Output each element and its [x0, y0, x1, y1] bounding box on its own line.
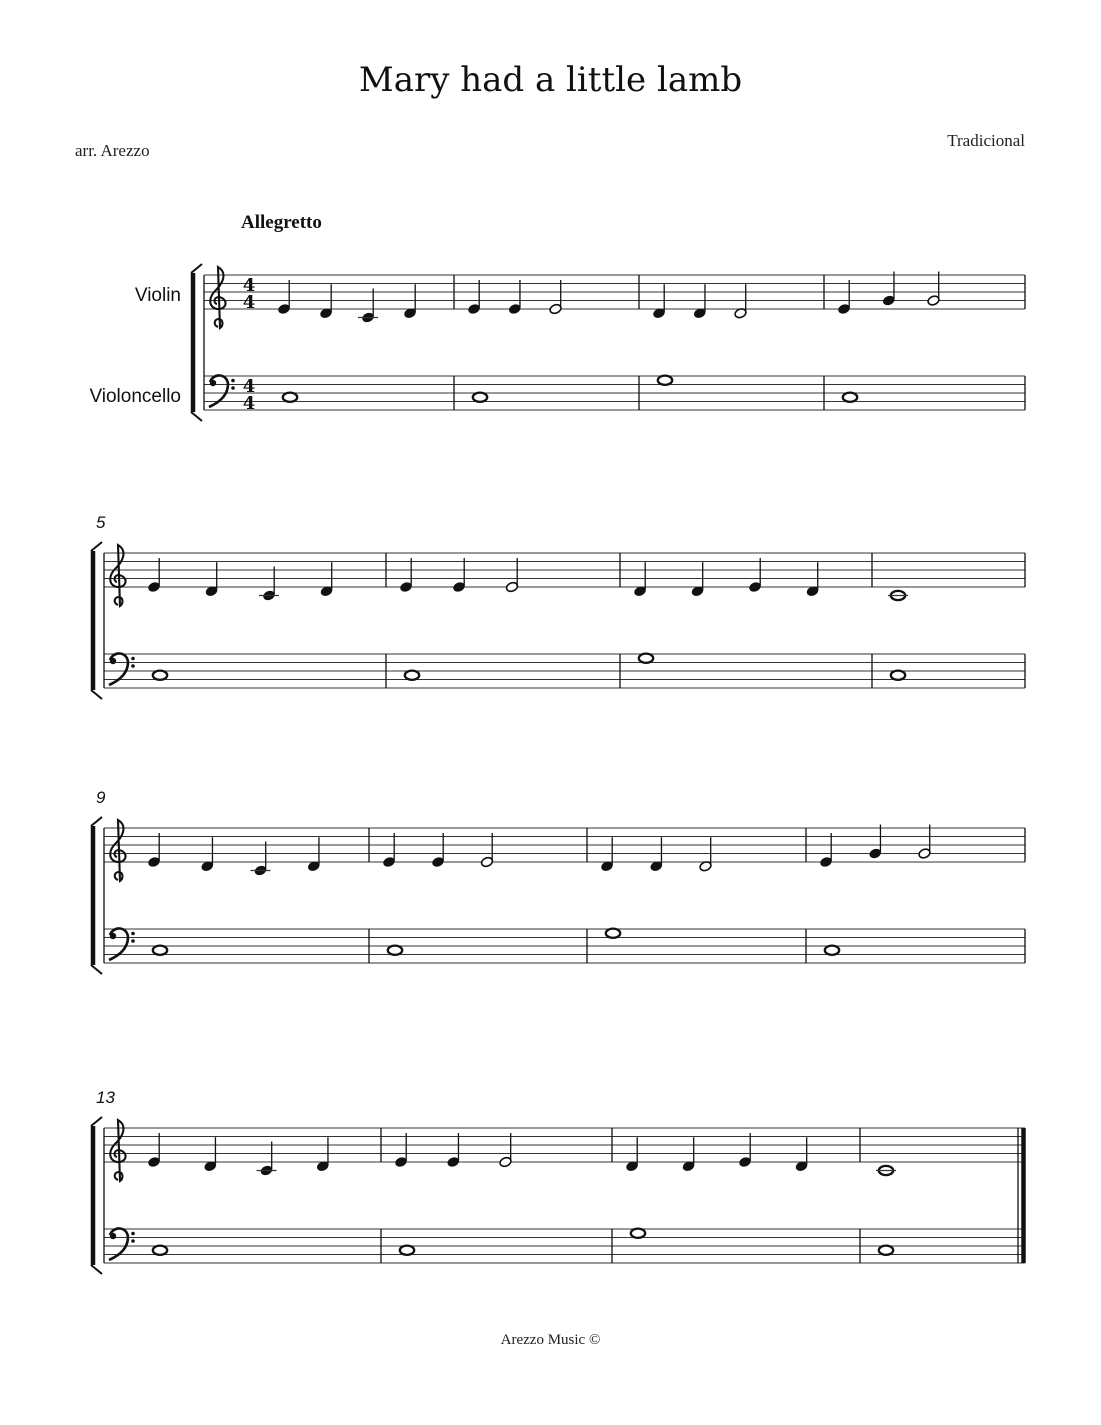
measure	[394, 1133, 512, 1255]
notehead-whole	[473, 393, 487, 402]
note	[399, 558, 412, 593]
notehead-whole	[631, 1229, 645, 1238]
note	[400, 1246, 414, 1255]
note	[650, 837, 663, 872]
bass-clef-icon	[109, 928, 135, 960]
time-sig-denominator: 4	[242, 393, 256, 414]
notehead-whole	[400, 1246, 414, 1255]
note	[876, 1166, 896, 1175]
measure	[876, 1166, 896, 1255]
note	[147, 833, 160, 868]
measure	[652, 284, 747, 385]
note	[633, 562, 646, 597]
violin-staff	[104, 828, 1025, 862]
note	[837, 280, 850, 315]
treble-clef-icon	[110, 1120, 125, 1181]
notehead-whole	[153, 671, 167, 680]
bass-clef-icon	[109, 1228, 135, 1260]
note	[699, 837, 712, 872]
note	[891, 671, 905, 680]
note	[631, 1229, 645, 1238]
treble-clef-icon	[110, 545, 125, 606]
time-signature	[243, 376, 256, 414]
system-bracket	[91, 542, 102, 699]
note	[473, 393, 487, 402]
note	[658, 376, 672, 385]
notehead-whole	[891, 671, 905, 680]
time-sig-denominator: 4	[242, 292, 256, 313]
note	[600, 837, 613, 872]
measure	[147, 1133, 329, 1255]
measure	[888, 591, 908, 680]
violin-staff	[204, 275, 1025, 309]
note	[691, 562, 704, 597]
note	[319, 284, 332, 319]
notehead-whole	[825, 946, 839, 955]
note	[843, 393, 857, 402]
note	[738, 1133, 751, 1168]
note	[606, 929, 620, 938]
bass-clef-icon	[209, 375, 235, 407]
note	[869, 825, 882, 860]
measure	[147, 833, 320, 955]
note	[283, 393, 297, 402]
note	[257, 1142, 277, 1177]
cello-staff	[104, 654, 1025, 688]
note	[918, 825, 931, 860]
note	[652, 284, 665, 319]
violin-staff	[104, 553, 1025, 587]
note	[505, 558, 518, 593]
cello-staff	[204, 376, 1025, 410]
note	[251, 842, 271, 877]
note	[431, 833, 444, 868]
note	[888, 591, 908, 600]
note	[734, 284, 747, 319]
note	[205, 562, 218, 597]
copyright-footer: Arezzo Music ©	[500, 1332, 601, 1348]
measure	[147, 558, 333, 680]
note	[147, 558, 160, 593]
system-bracket	[191, 264, 202, 421]
note	[277, 280, 290, 315]
note	[382, 833, 395, 868]
note	[358, 289, 378, 324]
note	[882, 272, 895, 307]
notehead-whole	[639, 654, 653, 663]
measure-number: 13	[96, 1088, 115, 1107]
measure	[819, 825, 931, 955]
note	[549, 280, 562, 315]
note	[405, 671, 419, 680]
note	[480, 833, 493, 868]
note	[452, 558, 465, 593]
treble-clef-icon	[210, 267, 225, 328]
note	[447, 1133, 460, 1168]
note	[153, 671, 167, 680]
notehead-whole	[658, 376, 672, 385]
measure	[382, 833, 493, 955]
system-bracket	[91, 1117, 102, 1274]
note	[639, 654, 653, 663]
tempo-marking: Allegretto	[241, 212, 322, 233]
note	[147, 1133, 160, 1168]
note	[403, 284, 416, 319]
note	[307, 837, 320, 872]
note	[204, 1137, 217, 1172]
measure	[277, 280, 416, 402]
note	[806, 562, 819, 597]
note	[795, 1137, 808, 1172]
note	[693, 284, 706, 319]
note	[625, 1137, 638, 1172]
measure-number: 5	[96, 513, 106, 532]
note	[508, 280, 521, 315]
notehead-whole	[153, 1246, 167, 1255]
notehead-whole	[606, 929, 620, 938]
note	[819, 833, 832, 868]
note	[394, 1133, 407, 1168]
arranger-credit: arr. Arezzo	[75, 141, 150, 160]
treble-clef-icon	[110, 820, 125, 881]
note	[499, 1133, 512, 1168]
measure	[467, 280, 562, 402]
note	[879, 1246, 893, 1255]
time-signature	[243, 275, 256, 313]
measure-number: 9	[96, 788, 106, 807]
cello-staff	[104, 929, 1025, 963]
note	[388, 946, 402, 955]
composer-credit: Tradicional	[947, 131, 1025, 150]
note	[927, 272, 940, 307]
note	[153, 946, 167, 955]
note	[259, 567, 279, 602]
bass-clef-icon	[109, 653, 135, 685]
notehead-whole	[283, 393, 297, 402]
note	[682, 1137, 695, 1172]
instrument-label-violoncello: Violoncello	[89, 386, 181, 407]
note	[825, 946, 839, 955]
measure	[837, 272, 940, 402]
measure	[399, 558, 518, 680]
measure	[625, 1133, 808, 1238]
notehead-whole	[879, 1246, 893, 1255]
note	[748, 558, 761, 593]
violin-staff	[104, 1128, 1025, 1162]
score-title: Mary had a little lamb	[358, 60, 743, 100]
instrument-label-violin: Violin	[134, 285, 181, 306]
notehead-whole	[405, 671, 419, 680]
time-sig-numerator: 4	[242, 275, 256, 296]
notehead-whole	[153, 946, 167, 955]
note	[467, 280, 480, 315]
note	[201, 837, 214, 872]
measure	[600, 837, 712, 938]
measure	[633, 558, 819, 663]
note	[153, 1246, 167, 1255]
system-bracket	[91, 817, 102, 974]
note	[320, 562, 333, 597]
note	[316, 1137, 329, 1172]
notehead-whole	[843, 393, 857, 402]
time-sig-numerator: 4	[242, 376, 256, 397]
notehead-whole	[388, 946, 402, 955]
